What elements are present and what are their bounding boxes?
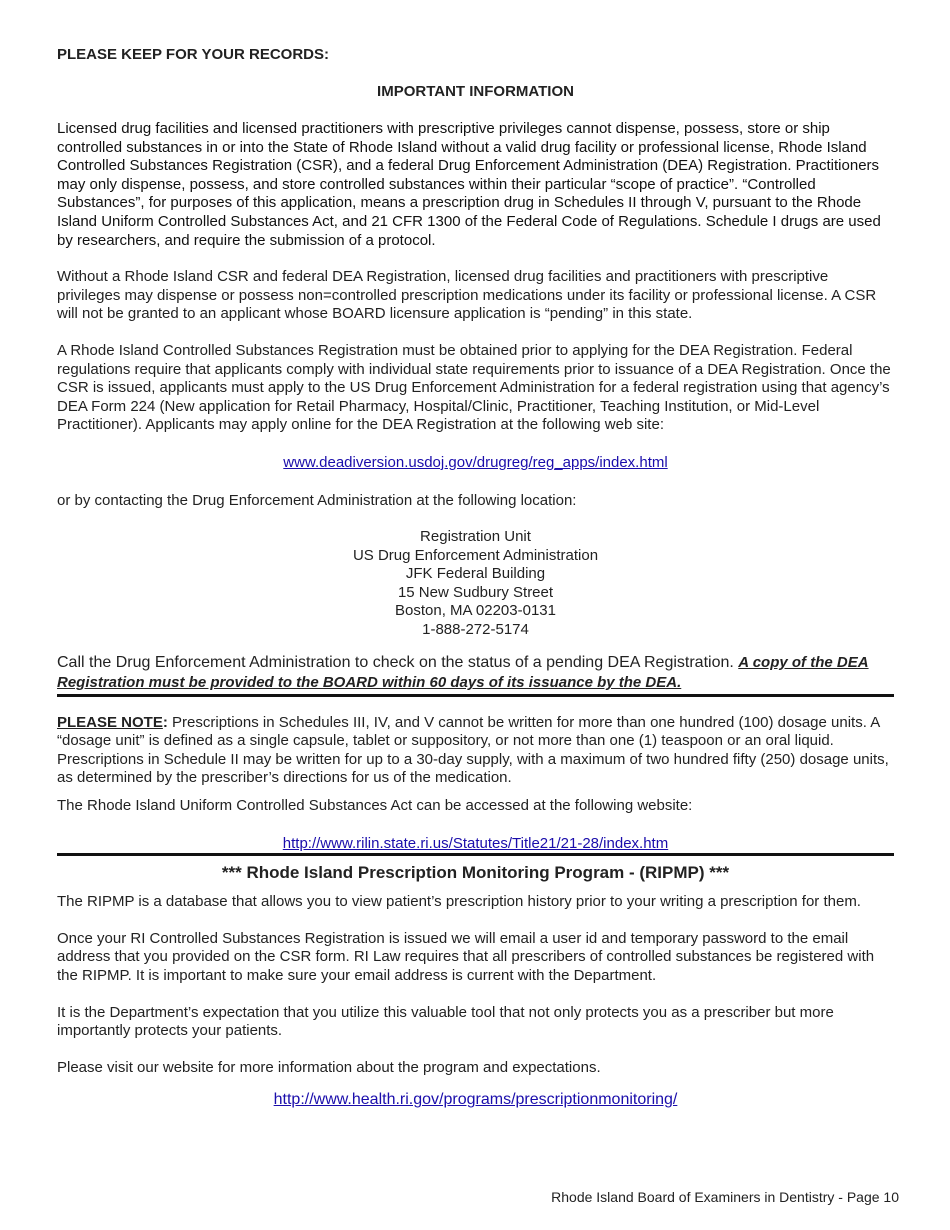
important-information-title: IMPORTANT INFORMATION xyxy=(377,83,574,100)
section-divider xyxy=(57,694,894,697)
address-line: JFK Federal Building xyxy=(405,565,546,583)
address-line: Registration Unit xyxy=(420,528,531,546)
address-line: Boston, MA 02203-0131 xyxy=(395,602,556,620)
please-note-text: Prescriptions in Schedules III, IV, and V cannot be written for more than one hundred (100) dosage units. A “dosage unit” is defined as a single capsule, tablet or suppository, or not more than one (1) teaspoon or an oral liquid. Prescriptions in Schedule II may be written for up to a 30-day supply, with a maximum of two hundred fifty (250) dosage units, as determined by the prescriber’s directions for us of the medication. xyxy=(57,713,889,787)
please-note-paragraph xyxy=(57,714,894,788)
call-dea-text: Call the Drug Enforcement Administration to check on the status of a pending DEA Registration. xyxy=(57,653,739,671)
ripmp-paragraph-visit: Please visit our website for more information about the program and expectations. xyxy=(57,1058,601,1076)
address-phone: 1-888-272-5174 xyxy=(422,621,529,639)
address-line: US Drug Enforcement Administration xyxy=(352,546,599,564)
keep-records-heading: PLEASE KEEP FOR YOUR RECORDS: xyxy=(57,46,329,63)
controlled-substances-act-text: The Rhode Island Uniform Controlled Substances Act can be accessed at the following website: xyxy=(57,797,693,815)
dea-website-link[interactable]: www.deadiversion.usdoj.gov/drugreg/reg_apps/index.html xyxy=(283,453,668,471)
paragraph-csr-prior: A Rhode Island Controlled Substances Registration must be obtained prior to applying for the DEA Registration. Federal regulations require that applicants comply with individual state requirements prior to issuance of a DEA Registration. Once the CSR is issued, applicants must apply to the US Drug Enforcement Administration for a federal registration using that agency’s DEA Form 224 (New application for Retail Pharmacy, Hospital/Clinic, Practitioner, Teaching Institution, or Mid-Level Practitioner). Applicants may apply online for the DEA Registration at the following web site: xyxy=(57,341,891,434)
call-dea-emphasis: A copy of the DEA Registration must be provided to the BOARD within 60 days of its issuance by the DEA. xyxy=(57,653,869,692)
paragraph-without-csr: Without a Rhode Island CSR and federal DEA Registration, licensed drug facilities and practitioners with prescriptive privileges may dispense or possess non=controlled prescription medications under its facility or professional license. A CSR will not be granted to an applicant whose BOARD licensure application is “pending” in this state. xyxy=(57,268,877,323)
address-line: 15 New Sudbury Street xyxy=(397,583,554,601)
contact-dea-text: or by contacting the Drug Enforcement Administration at the following location: xyxy=(57,491,577,509)
call-dea-paragraph xyxy=(57,653,894,694)
ripmp-paragraph-expectation: It is the Department’s expectation that you utilize this valuable tool that not only protects you as a prescriber but more importantly protects your patients. xyxy=(57,1003,834,1040)
ripmp-title: *** Rhode Island Prescription Monitoring Program - (RIPMP) *** xyxy=(221,863,730,883)
please-note-colon: : xyxy=(162,713,168,731)
section-divider xyxy=(57,853,894,856)
ripmp-website-link[interactable]: http://www.health.ri.gov/programs/prescriptionmonitoring/ xyxy=(273,1091,678,1109)
page-footer: Rhode Island Board of Examiners in Dentistry - Page 10 xyxy=(551,1189,899,1205)
ripmp-paragraph-database: The RIPMP is a database that allows you to view patient’s prescription history prior to your writing a prescription for them. xyxy=(57,893,861,911)
paragraph-licensing: Licensed drug facilities and licensed practitioners with prescriptive privileges cannot dispense, possess, store or ship controlled substances in or into the State of Rhode Island without a valid drug facility or professional license, Rhode Island Controlled Substances Registration (CSR), and a federal Drug Enforcement Administration (DEA) Registration. Practitioners may only dispense, possess, and store controlled substances within their particular “scope of practice”. “Controlled Substances”, for purposes of this application, means a prescription drug in Schedules II through V, pursuant to the Rhode Island Uniform Controlled Substances Act, and 21 CFR 1300 of the Federal Code of Regulations. Schedule I drugs are used by researchers, and require the submission of a protocol. xyxy=(57,120,881,249)
dea-address-block xyxy=(57,528,894,640)
please-note-label: PLEASE NOTE xyxy=(57,713,163,731)
rilin-statutes-link[interactable]: http://www.rilin.state.ri.us/Statutes/Title21/21-28/index.htm xyxy=(282,834,669,852)
ripmp-paragraph-registration: Once your RI Controlled Substances Registration is issued we will email a user id and temporary password to the email address that you provided on the CSR form. RI Law requires that all prescribers of controlled substances be registered with the RIPMP. It is important to make sure your email address is current with the Department. xyxy=(57,929,875,984)
